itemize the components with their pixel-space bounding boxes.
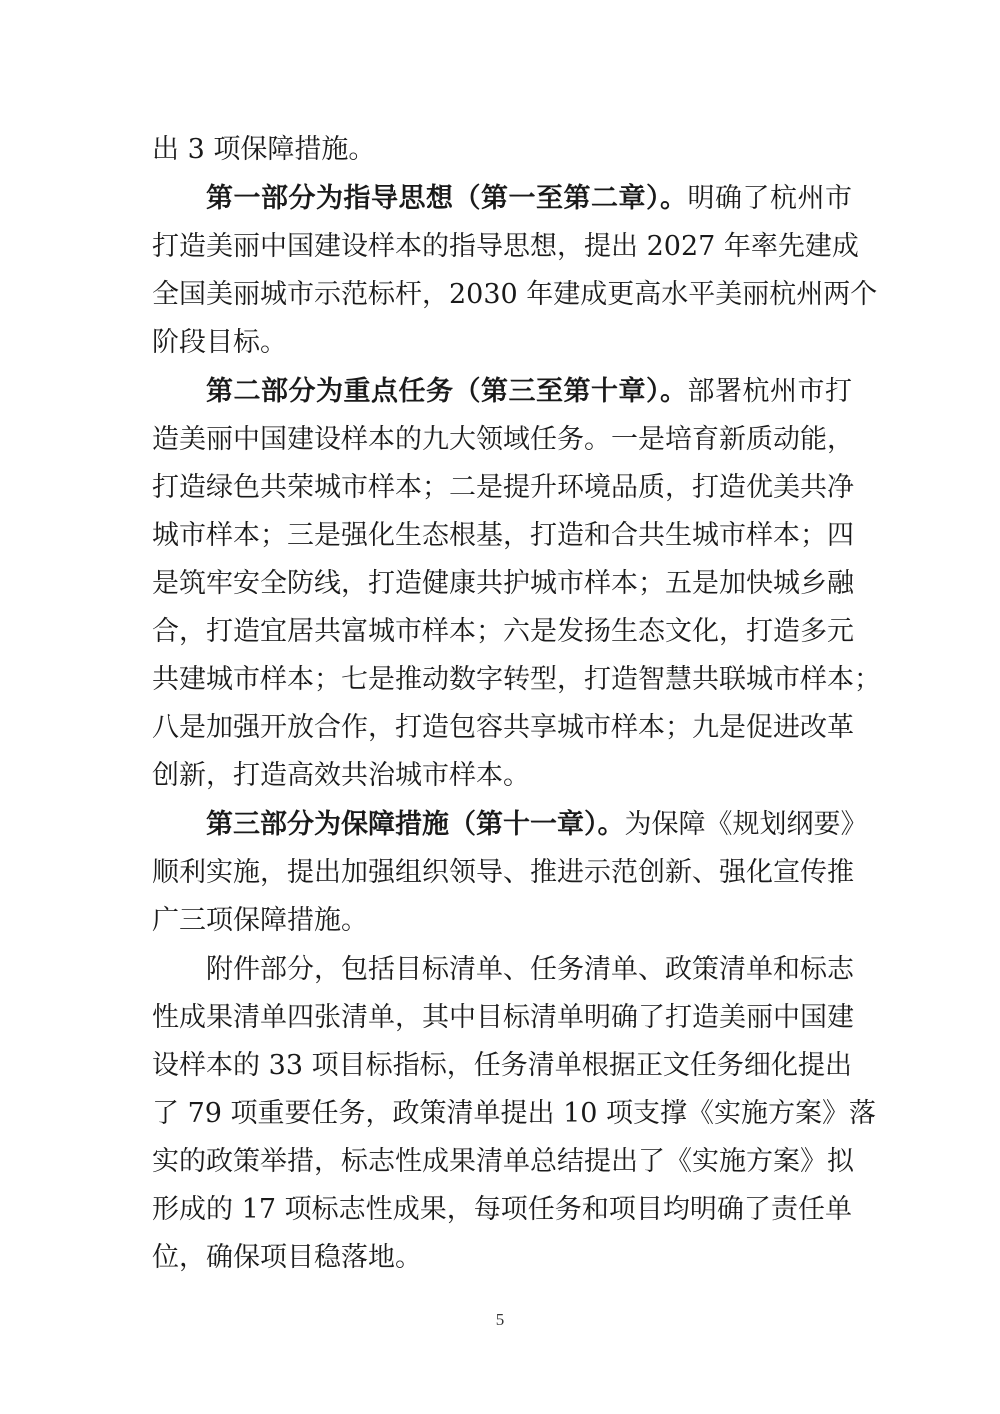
paragraph-line: 全国美丽城市示范标杆，2030 年建成更高水平美丽杭州两个 <box>152 279 878 310</box>
paragraph-line: 实的政策举措，标志性成果清单总结提出了《实施方案》拟 <box>152 1146 854 1177</box>
part2-first-line <box>206 368 852 416</box>
paragraph-line: 打造绿色共荣城市样本；二是提升环境品质，打造优美共净 <box>152 472 854 503</box>
paragraph-line: 广三项保障措施。 <box>152 905 368 936</box>
paragraph-line: 顺利实施，提出加强组织领导、推进示范创新、强化宣传推 <box>152 857 854 888</box>
part3-first-line <box>206 801 868 849</box>
paragraph-line: 设样本的 33 项目标指标，任务清单根据正文任务细化提出 <box>152 1050 852 1081</box>
annex-first-line: 附件部分，包括目标清单、任务清单、政策清单和标志 <box>206 954 854 985</box>
part2-text: 部署杭州市打 <box>687 376 852 407</box>
part2-heading: 第二部分为重点任务（第三至第十章）。 <box>206 376 688 407</box>
part1-first-line <box>206 175 852 223</box>
paragraph-line: 位，确保项目稳落地。 <box>152 1242 422 1273</box>
paragraph-line: 出 3 项保障措施。 <box>152 134 376 165</box>
paragraph-line: 阶段目标。 <box>152 327 287 358</box>
part1-text: 明确了杭州市 <box>687 183 852 214</box>
part1-heading: 第一部分为指导思想（第一至第二章）。 <box>206 183 688 214</box>
paragraph-line: 了 79 项重要任务，政策清单提出 10 项支撑《实施方案》落 <box>152 1098 877 1129</box>
paragraph-line: 城市样本；三是强化生态根基，打造和合共生城市样本；四 <box>152 520 854 551</box>
page-number: 5 <box>495 1310 505 1329</box>
paragraph-line: 造美丽中国建设样本的九大领域任务。一是培育新质动能， <box>152 424 854 455</box>
part3-text: 为保障《规划纲要》 <box>624 809 868 840</box>
paragraph-line: 共建城市样本；七是推动数字转型，打造智慧共联城市样本； <box>152 664 881 695</box>
paragraph-line: 创新，打造高效共治城市样本。 <box>152 760 530 791</box>
paragraph-line: 是筑牢安全防线，打造健康共护城市样本；五是加快城乡融 <box>152 568 854 599</box>
part3-heading: 第三部分为保障措施（第十一章）。 <box>206 809 625 840</box>
paragraph-line: 合，打造宜居共富城市样本；六是发扬生态文化，打造多元 <box>152 616 854 647</box>
paragraph-line: 八是加强开放合作，打造包容共享城市样本；九是促进改革 <box>152 712 854 743</box>
paragraph-line: 性成果清单四张清单，其中目标清单明确了打造美丽中国建 <box>152 1002 854 1033</box>
paragraph-line: 打造美丽中国建设样本的指导思想，提出 2027 年率先建成 <box>152 231 859 262</box>
paragraph-line: 形成的 17 项标志性成果，每项任务和项目均明确了责任单 <box>152 1194 852 1225</box>
